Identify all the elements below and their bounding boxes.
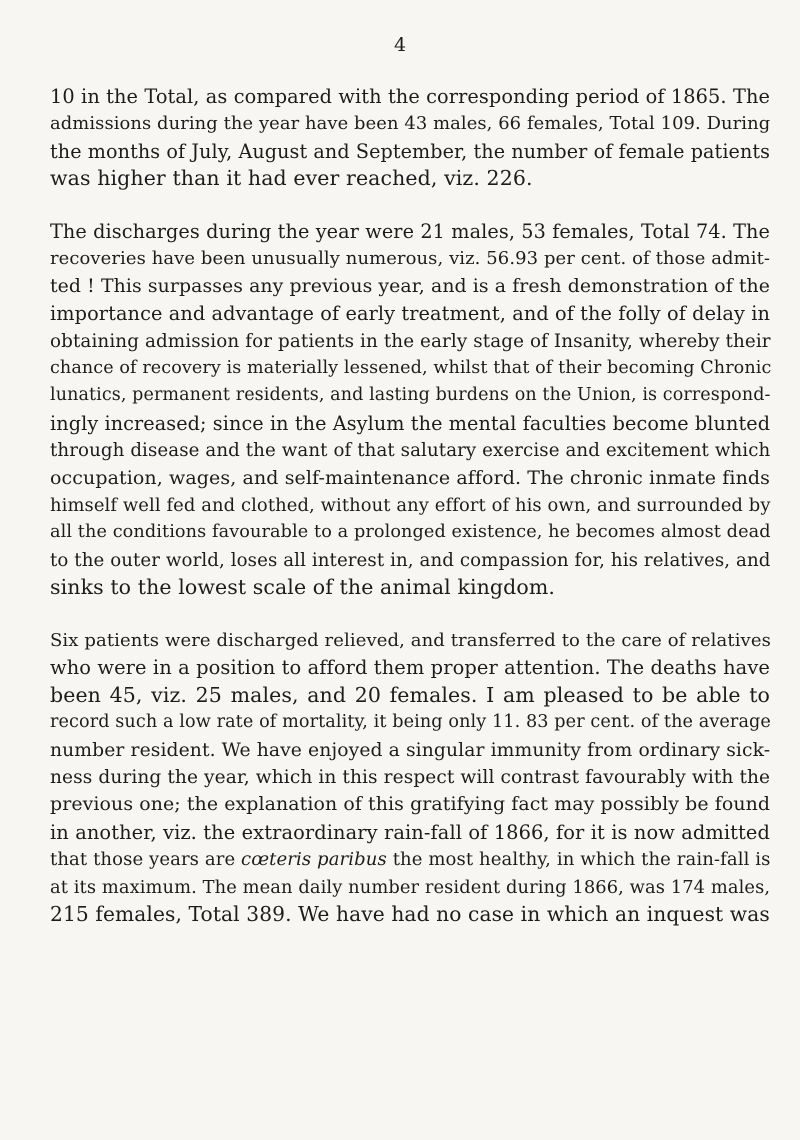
text-line: ted ! This surpasses any previous year, and is a fresh demonstration of the xyxy=(50,275,771,297)
paragraph-admissions xyxy=(50,83,770,193)
text-line: The discharges during the year were 21 males, 53 females, Total 74. The xyxy=(50,220,770,243)
text-line: ingly increased; since in the Asylum the mental faculties become blunted xyxy=(50,411,771,435)
text-line: lunatics, permanent residents, and lasting burdens on the Union, is correspond- xyxy=(50,385,771,406)
text-line: through disease and the want of that salutary exercise and excitement which xyxy=(50,440,771,462)
text-line: record such a low rate of mortality, it being only 11. 83 per cent. of the average xyxy=(50,712,771,733)
text-line: recoveries have been unusually numerous, viz. 56.93 per cent. of those admit- xyxy=(50,248,771,270)
text-line: ness during the year, which in this respect will contrast favourably with the xyxy=(50,766,771,788)
text-line: who were in a position to afford them proper attention. The deaths have xyxy=(50,656,770,680)
text-line: all the conditions favourable to a prolonged existence, he becomes almost dead xyxy=(50,522,771,543)
text-line: 10 in the Total, as compared with the corresponding period of 1865. The xyxy=(50,85,770,108)
text-line: himself well fed and clothed, without any effort of his own, and surrounded by xyxy=(50,494,771,516)
text-line: sinks to the lowest scale of the animal kingdom. xyxy=(50,575,555,600)
italic-phrase: cœteris paribus xyxy=(241,849,387,871)
text-line: been 45, viz. 25 males, and 20 females. I am pleased to be able to xyxy=(50,682,770,707)
text-line: to the outer world, loses all interest in, and compassion for, his relatives, and xyxy=(50,549,771,571)
text-segment: the most healthy, in which the rain-fall is xyxy=(386,849,771,871)
text-line: importance and advantage of early treatment, and of the folly of delay in xyxy=(50,302,770,326)
text-line: in another, viz. the extraordinary rain-fall of 1866, for it is now admitted xyxy=(50,820,770,844)
text-line: at its maximum. The mean daily number resident during 1866, was 174 males, xyxy=(50,876,771,898)
text-line: 215 females, Total 389. We have had no case in which an inquest was xyxy=(50,901,770,926)
text-segment: that those years are xyxy=(50,849,242,871)
text-line: previous one; the explanation of this gratifying fact may possibly be found xyxy=(50,793,771,816)
text-line: chance of recovery is materially lessened, whilst that of their becoming Chronic xyxy=(50,357,772,378)
text-line: admissions during the year have been 43 males, 66 females, Total 109. During xyxy=(50,113,771,135)
page-number: 4 xyxy=(393,34,407,56)
text-line: number resident. We have enjoyed a singular immunity from ordinary sick- xyxy=(50,739,771,761)
text-line: the months of July, August and September, the number of female patients xyxy=(50,139,771,163)
text-line: occupation, wages, and self-maintenance afford. The chronic inmate finds xyxy=(50,466,770,489)
text-line xyxy=(50,846,770,873)
paragraph-deaths xyxy=(50,627,770,928)
text-line: was higher than it had ever reached, viz. 226. xyxy=(50,166,533,191)
paragraph-discharges xyxy=(50,218,770,601)
text-line: Six patients were discharged relieved, and transferred to the care of relatives xyxy=(50,630,771,651)
text-line: obtaining admission for patients in the early stage of Insanity, whereby their xyxy=(50,330,771,352)
